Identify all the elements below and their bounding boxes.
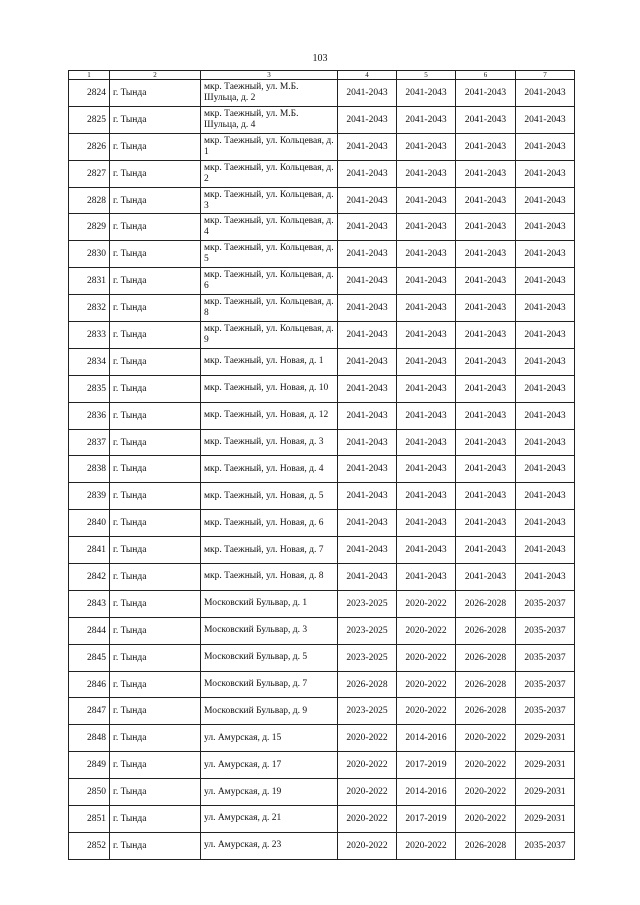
row-number: 2841 bbox=[69, 537, 110, 564]
city-cell: г. Тында bbox=[110, 483, 201, 510]
table-row bbox=[69, 456, 575, 483]
address-cell: Московский Бульвар, д. 7 bbox=[201, 671, 338, 698]
address-cell: Московский Бульвар, д. 1 bbox=[201, 590, 338, 617]
row-number: 2825 bbox=[69, 106, 110, 133]
period-cell-4: 2041-2043 bbox=[338, 510, 397, 537]
row-number: 2843 bbox=[69, 590, 110, 617]
period-cell-6: 2020-2022 bbox=[456, 725, 516, 752]
period-cell-5: 2041-2043 bbox=[397, 510, 456, 537]
row-number: 2824 bbox=[69, 80, 110, 107]
row-number: 2828 bbox=[69, 187, 110, 214]
address-cell: ул. Амурская, д. 23 bbox=[201, 832, 338, 859]
period-cell-5: 2020-2022 bbox=[397, 617, 456, 644]
period-cell-5: 2014-2016 bbox=[397, 779, 456, 806]
table-row bbox=[69, 537, 575, 564]
period-cell-5: 2041-2043 bbox=[397, 295, 456, 322]
address-cell: ул. Амурская, д. 21 bbox=[201, 806, 338, 833]
period-cell-4: 2026-2028 bbox=[338, 671, 397, 698]
period-cell-7: 2041-2043 bbox=[516, 348, 575, 375]
table-row bbox=[69, 429, 575, 456]
row-number: 2839 bbox=[69, 483, 110, 510]
period-cell-4: 2041-2043 bbox=[338, 268, 397, 295]
period-cell-5: 2041-2043 bbox=[397, 214, 456, 241]
table-row bbox=[69, 806, 575, 833]
city-cell: г. Тында bbox=[110, 402, 201, 429]
address-cell: мкр. Таежный, ул. Кольцевая, д. 3 bbox=[201, 187, 338, 214]
period-cell-5: 2041-2043 bbox=[397, 402, 456, 429]
row-number: 2831 bbox=[69, 268, 110, 295]
table-row bbox=[69, 348, 575, 375]
period-cell-6: 2041-2043 bbox=[456, 80, 516, 107]
period-cell-4: 2041-2043 bbox=[338, 483, 397, 510]
period-cell-4: 2020-2022 bbox=[338, 725, 397, 752]
period-cell-4: 2020-2022 bbox=[338, 779, 397, 806]
period-cell-7: 2041-2043 bbox=[516, 564, 575, 591]
period-cell-5: 2041-2043 bbox=[397, 322, 456, 349]
row-number: 2838 bbox=[69, 456, 110, 483]
city-cell: г. Тында bbox=[110, 832, 201, 859]
period-cell-7: 2041-2043 bbox=[516, 241, 575, 268]
city-cell: г. Тында bbox=[110, 106, 201, 133]
city-cell: г. Тында bbox=[110, 214, 201, 241]
column-header: 3 bbox=[201, 71, 338, 80]
table-row bbox=[69, 375, 575, 402]
period-cell-7: 2035-2037 bbox=[516, 590, 575, 617]
period-cell-5: 2041-2043 bbox=[397, 456, 456, 483]
table-row bbox=[69, 752, 575, 779]
period-cell-6: 2041-2043 bbox=[456, 537, 516, 564]
address-cell: Московский Бульвар, д. 5 bbox=[201, 644, 338, 671]
table-row bbox=[69, 590, 575, 617]
period-cell-4: 2041-2043 bbox=[338, 456, 397, 483]
city-cell: г. Тында bbox=[110, 322, 201, 349]
table-row bbox=[69, 644, 575, 671]
row-number: 2847 bbox=[69, 698, 110, 725]
period-cell-6: 2026-2028 bbox=[456, 698, 516, 725]
period-cell-4: 2041-2043 bbox=[338, 322, 397, 349]
period-cell-4: 2041-2043 bbox=[338, 80, 397, 107]
period-cell-6: 2041-2043 bbox=[456, 295, 516, 322]
period-cell-5: 2041-2043 bbox=[397, 106, 456, 133]
city-cell: г. Тында bbox=[110, 268, 201, 295]
address-cell: мкр. Таежный, ул. Новая, д. 12 bbox=[201, 402, 338, 429]
address-cell: мкр. Таежный, ул. Новая, д. 1 bbox=[201, 348, 338, 375]
city-cell: г. Тында bbox=[110, 564, 201, 591]
city-cell: г. Тында bbox=[110, 133, 201, 160]
row-number: 2837 bbox=[69, 429, 110, 456]
period-cell-7: 2041-2043 bbox=[516, 268, 575, 295]
table-row bbox=[69, 187, 575, 214]
table-row bbox=[69, 698, 575, 725]
period-cell-4: 2020-2022 bbox=[338, 806, 397, 833]
city-cell: г. Тында bbox=[110, 671, 201, 698]
table-row bbox=[69, 241, 575, 268]
period-cell-6: 2041-2043 bbox=[456, 402, 516, 429]
period-cell-6: 2026-2028 bbox=[456, 590, 516, 617]
address-cell: мкр. Таежный, ул. Кольцевая, д. 1 bbox=[201, 133, 338, 160]
period-cell-5: 2041-2043 bbox=[397, 537, 456, 564]
period-cell-6: 2041-2043 bbox=[456, 268, 516, 295]
address-cell: мкр. Таежный, ул. Кольцевая, д. 6 bbox=[201, 268, 338, 295]
period-cell-5: 2020-2022 bbox=[397, 590, 456, 617]
period-cell-6: 2041-2043 bbox=[456, 133, 516, 160]
address-cell: мкр. Таежный, ул. Кольцевая, д. 8 bbox=[201, 295, 338, 322]
city-cell: г. Тында bbox=[110, 590, 201, 617]
period-cell-4: 2041-2043 bbox=[338, 429, 397, 456]
city-cell: г. Тында bbox=[110, 806, 201, 833]
period-cell-6: 2041-2043 bbox=[456, 375, 516, 402]
period-cell-4: 2041-2043 bbox=[338, 160, 397, 187]
address-cell: мкр. Таежный, ул. Кольцевая, д. 9 bbox=[201, 322, 338, 349]
city-cell: г. Тында bbox=[110, 295, 201, 322]
column-header: 4 bbox=[338, 71, 397, 80]
row-number: 2840 bbox=[69, 510, 110, 537]
period-cell-7: 2035-2037 bbox=[516, 671, 575, 698]
period-cell-7: 2029-2031 bbox=[516, 752, 575, 779]
period-cell-5: 2020-2022 bbox=[397, 644, 456, 671]
table-row bbox=[69, 483, 575, 510]
period-cell-7: 2035-2037 bbox=[516, 617, 575, 644]
city-cell: г. Тында bbox=[110, 456, 201, 483]
period-cell-6: 2041-2043 bbox=[456, 322, 516, 349]
period-cell-7: 2041-2043 bbox=[516, 80, 575, 107]
period-cell-5: 2041-2043 bbox=[397, 564, 456, 591]
period-cell-4: 2041-2043 bbox=[338, 402, 397, 429]
period-cell-7: 2041-2043 bbox=[516, 214, 575, 241]
row-number: 2836 bbox=[69, 402, 110, 429]
period-cell-6: 2041-2043 bbox=[456, 187, 516, 214]
period-cell-7: 2041-2043 bbox=[516, 510, 575, 537]
table-row bbox=[69, 322, 575, 349]
table-row bbox=[69, 617, 575, 644]
city-cell: г. Тында bbox=[110, 510, 201, 537]
period-cell-4: 2041-2043 bbox=[338, 214, 397, 241]
address-cell: мкр. Таежный, ул. Новая, д. 6 bbox=[201, 510, 338, 537]
row-number: 2849 bbox=[69, 752, 110, 779]
address-cell: мкр. Таежный, ул. Кольцевая, д. 4 bbox=[201, 214, 338, 241]
column-header: 1 bbox=[69, 71, 110, 80]
city-cell: г. Тында bbox=[110, 160, 201, 187]
period-cell-4: 2020-2022 bbox=[338, 832, 397, 859]
period-cell-5: 2041-2043 bbox=[397, 268, 456, 295]
row-number: 2852 bbox=[69, 832, 110, 859]
table-row bbox=[69, 402, 575, 429]
period-cell-7: 2041-2043 bbox=[516, 402, 575, 429]
period-cell-6: 2020-2022 bbox=[456, 779, 516, 806]
period-cell-7: 2041-2043 bbox=[516, 160, 575, 187]
row-number: 2844 bbox=[69, 617, 110, 644]
period-cell-6: 2020-2022 bbox=[456, 806, 516, 833]
period-cell-4: 2020-2022 bbox=[338, 752, 397, 779]
row-number: 2830 bbox=[69, 241, 110, 268]
period-cell-5: 2041-2043 bbox=[397, 133, 456, 160]
table-row bbox=[69, 133, 575, 160]
city-cell: г. Тында bbox=[110, 375, 201, 402]
period-cell-5: 2017-2019 bbox=[397, 806, 456, 833]
address-cell: Московский Бульвар, д. 3 bbox=[201, 617, 338, 644]
table-row bbox=[69, 510, 575, 537]
period-cell-6: 2026-2028 bbox=[456, 671, 516, 698]
period-cell-4: 2041-2043 bbox=[338, 564, 397, 591]
address-cell: ул. Амурская, д. 17 bbox=[201, 752, 338, 779]
period-cell-6: 2020-2022 bbox=[456, 752, 516, 779]
period-cell-4: 2023-2025 bbox=[338, 698, 397, 725]
row-number: 2835 bbox=[69, 375, 110, 402]
period-cell-7: 2041-2043 bbox=[516, 322, 575, 349]
period-cell-5: 2020-2022 bbox=[397, 698, 456, 725]
city-cell: г. Тында bbox=[110, 80, 201, 107]
period-cell-4: 2023-2025 bbox=[338, 644, 397, 671]
table-row bbox=[69, 268, 575, 295]
city-cell: г. Тында bbox=[110, 348, 201, 375]
row-number: 2842 bbox=[69, 564, 110, 591]
address-cell: мкр. Таежный, ул. М.Б. Шульца, д. 4 bbox=[201, 106, 338, 133]
address-cell: ул. Амурская, д. 19 bbox=[201, 779, 338, 806]
period-cell-4: 2041-2043 bbox=[338, 537, 397, 564]
period-cell-4: 2023-2025 bbox=[338, 617, 397, 644]
table-row bbox=[69, 564, 575, 591]
period-cell-5: 2041-2043 bbox=[397, 187, 456, 214]
column-number-row bbox=[69, 71, 575, 80]
period-cell-5: 2020-2022 bbox=[397, 671, 456, 698]
row-number: 2845 bbox=[69, 644, 110, 671]
period-cell-6: 2041-2043 bbox=[456, 160, 516, 187]
address-cell: мкр. Таежный, ул. Новая, д. 5 bbox=[201, 483, 338, 510]
period-cell-7: 2041-2043 bbox=[516, 456, 575, 483]
period-cell-6: 2041-2043 bbox=[456, 429, 516, 456]
period-cell-4: 2041-2043 bbox=[338, 375, 397, 402]
row-number: 2848 bbox=[69, 725, 110, 752]
table-row bbox=[69, 779, 575, 806]
address-cell: мкр. Таежный, ул. Кольцевая, д. 2 bbox=[201, 160, 338, 187]
table-row bbox=[69, 832, 575, 859]
period-cell-7: 2041-2043 bbox=[516, 106, 575, 133]
period-cell-5: 2041-2043 bbox=[397, 80, 456, 107]
table-row bbox=[69, 725, 575, 752]
column-header: 5 bbox=[397, 71, 456, 80]
column-header: 2 bbox=[110, 71, 201, 80]
row-number: 2826 bbox=[69, 133, 110, 160]
address-cell: мкр. Таежный, ул. Новая, д. 4 bbox=[201, 456, 338, 483]
table-row bbox=[69, 106, 575, 133]
city-cell: г. Тында bbox=[110, 644, 201, 671]
period-cell-4: 2041-2043 bbox=[338, 295, 397, 322]
period-cell-7: 2041-2043 bbox=[516, 133, 575, 160]
period-cell-6: 2041-2043 bbox=[456, 564, 516, 591]
period-cell-7: 2035-2037 bbox=[516, 644, 575, 671]
period-cell-5: 2014-2016 bbox=[397, 725, 456, 752]
period-cell-7: 2041-2043 bbox=[516, 429, 575, 456]
row-number: 2851 bbox=[69, 806, 110, 833]
city-cell: г. Тында bbox=[110, 537, 201, 564]
address-cell: ул. Амурская, д. 15 bbox=[201, 725, 338, 752]
period-cell-7: 2041-2043 bbox=[516, 295, 575, 322]
period-cell-7: 2029-2031 bbox=[516, 779, 575, 806]
period-cell-5: 2041-2043 bbox=[397, 483, 456, 510]
table-row bbox=[69, 160, 575, 187]
period-cell-7: 2035-2037 bbox=[516, 698, 575, 725]
period-cell-6: 2041-2043 bbox=[456, 106, 516, 133]
period-cell-4: 2041-2043 bbox=[338, 187, 397, 214]
period-cell-7: 2041-2043 bbox=[516, 187, 575, 214]
row-number: 2846 bbox=[69, 671, 110, 698]
period-cell-4: 2041-2043 bbox=[338, 106, 397, 133]
address-cell: мкр. Таежный, ул. Кольцевая, д. 5 bbox=[201, 241, 338, 268]
period-cell-7: 2035-2037 bbox=[516, 832, 575, 859]
period-cell-6: 2041-2043 bbox=[456, 483, 516, 510]
table-row bbox=[69, 214, 575, 241]
table-row bbox=[69, 671, 575, 698]
registry-table bbox=[68, 70, 575, 860]
period-cell-6: 2041-2043 bbox=[456, 510, 516, 537]
period-cell-5: 2017-2019 bbox=[397, 752, 456, 779]
table-row bbox=[69, 295, 575, 322]
column-header: 7 bbox=[516, 71, 575, 80]
period-cell-7: 2041-2043 bbox=[516, 375, 575, 402]
period-cell-6: 2026-2028 bbox=[456, 644, 516, 671]
period-cell-7: 2029-2031 bbox=[516, 806, 575, 833]
period-cell-5: 2041-2043 bbox=[397, 348, 456, 375]
period-cell-5: 2041-2043 bbox=[397, 429, 456, 456]
period-cell-4: 2041-2043 bbox=[338, 241, 397, 268]
row-number: 2832 bbox=[69, 295, 110, 322]
period-cell-6: 2026-2028 bbox=[456, 832, 516, 859]
period-cell-4: 2041-2043 bbox=[338, 348, 397, 375]
period-cell-6: 2041-2043 bbox=[456, 241, 516, 268]
address-cell: мкр. Таежный, ул. Новая, д. 10 bbox=[201, 375, 338, 402]
row-number: 2829 bbox=[69, 214, 110, 241]
row-number: 2833 bbox=[69, 322, 110, 349]
period-cell-5: 2041-2043 bbox=[397, 375, 456, 402]
period-cell-5: 2041-2043 bbox=[397, 241, 456, 268]
period-cell-4: 2041-2043 bbox=[338, 133, 397, 160]
period-cell-4: 2023-2025 bbox=[338, 590, 397, 617]
period-cell-7: 2029-2031 bbox=[516, 725, 575, 752]
period-cell-6: 2026-2028 bbox=[456, 617, 516, 644]
row-number: 2834 bbox=[69, 348, 110, 375]
period-cell-5: 2041-2043 bbox=[397, 160, 456, 187]
city-cell: г. Тында bbox=[110, 725, 201, 752]
address-cell: мкр. Таежный, ул. Новая, д. 3 bbox=[201, 429, 338, 456]
city-cell: г. Тында bbox=[110, 187, 201, 214]
table-row bbox=[69, 80, 575, 107]
column-header: 6 bbox=[456, 71, 516, 80]
row-number: 2850 bbox=[69, 779, 110, 806]
address-cell: Московский Бульвар, д. 9 bbox=[201, 698, 338, 725]
page-number: 103 bbox=[312, 53, 328, 64]
city-cell: г. Тында bbox=[110, 779, 201, 806]
city-cell: г. Тында bbox=[110, 241, 201, 268]
city-cell: г. Тында bbox=[110, 617, 201, 644]
city-cell: г. Тында bbox=[110, 429, 201, 456]
period-cell-6: 2041-2043 bbox=[456, 348, 516, 375]
city-cell: г. Тында bbox=[110, 752, 201, 779]
period-cell-5: 2020-2022 bbox=[397, 832, 456, 859]
address-cell: мкр. Таежный, ул. Новая, д. 7 bbox=[201, 537, 338, 564]
table-body bbox=[69, 80, 575, 860]
address-cell: мкр. Таежный, ул. Новая, д. 8 bbox=[201, 564, 338, 591]
address-cell: мкр. Таежный, ул. М.Б. Шульца, д. 2 bbox=[201, 80, 338, 107]
city-cell: г. Тында bbox=[110, 698, 201, 725]
period-cell-6: 2041-2043 bbox=[456, 456, 516, 483]
period-cell-6: 2041-2043 bbox=[456, 214, 516, 241]
period-cell-7: 2041-2043 bbox=[516, 537, 575, 564]
row-number: 2827 bbox=[69, 160, 110, 187]
period-cell-7: 2041-2043 bbox=[516, 483, 575, 510]
